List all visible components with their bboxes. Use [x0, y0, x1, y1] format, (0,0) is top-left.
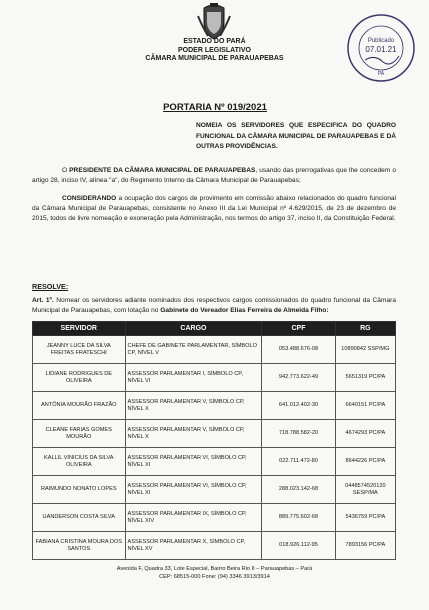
- server-name: UANDERSON COSTA SILVA: [33, 504, 126, 532]
- server-rg: 5651319 PC/PA: [335, 364, 395, 392]
- article-1-paragraph: Art. 1º. Nomear os servidores adiante nominados dos respectivos cargos comissionados do quadro funcional da Câmara Municipal de Parauapebas, com lotação no Gabinete do Vereador Elias Ferreira de Almeida Filho:: [32, 297, 396, 314]
- server-position: ASSESSOR PARLAMENTAR X, SÍMBOLO CP, NÍVEL XV: [125, 532, 262, 560]
- table-row: [33, 476, 396, 504]
- server-rg: 6640151 PC/PA: [335, 392, 395, 420]
- header-chamber: CÂMARA MUNICIPAL DE PARAUAPEBAS: [145, 55, 284, 62]
- server-name: CLEANE FARIAS GOMES MOURÃO: [33, 420, 126, 448]
- svg-text:Publicado: Publicado: [367, 38, 395, 44]
- server-name: FABIANA CRISTINA MOURA DOS SANTOS: [33, 532, 126, 560]
- server-rg: 8644226 PC/PA: [335, 448, 395, 476]
- server-cpf: 022.711.472-80: [262, 448, 335, 476]
- servers-table: [32, 321, 396, 560]
- server-name: ANTÔNIA MOURÃO FRAZÃO: [33, 392, 126, 420]
- resolve-heading: RESOLVE:: [32, 282, 69, 291]
- footer-line: CEP: 68515-000 Fone: (94) 3346 3913/3914: [159, 574, 270, 580]
- server-position: ASSESSOR PARLAMENTAR VI, SÍMBOLO CP, NÍVEL XI: [125, 448, 262, 476]
- server-rg: 5436759 PC/PA: [335, 504, 395, 532]
- server-rg: 0448574520120 SESP/MA: [335, 476, 395, 504]
- coat-of-arms-icon: [196, 2, 232, 42]
- svg-text:PA: PA: [377, 71, 385, 77]
- footer-address: [0, 565, 429, 581]
- server-cpf: 288.023.142-68: [262, 476, 335, 504]
- column-header: SERVIDOR: [33, 322, 126, 336]
- header-branch: PODER LEGISLATIVO: [178, 46, 251, 54]
- server-cpf: 053.488.676-08: [262, 336, 335, 364]
- column-header: CPF: [262, 322, 335, 336]
- server-rg: 4674293 PC/PA: [335, 420, 395, 448]
- server-name: KALLIL VINICIUS DA SILVA OLIVEIRA: [33, 448, 126, 476]
- considering-paragraph: CONSIDERANDO a ocupação dos cargos de provimento em comissão abaixo relacionados do quadro funcional da Câmara Municipal de Parauapebas, consistente no Anexo III da Lei Municipal nº 4.629/2015, de 23 de dezembro de 2015, todos de livre nomeação e exoneração pela Administração, nos termos do artigo 37, inciso II, da Constituição Federal.: [32, 195, 396, 222]
- table-row: [33, 336, 396, 364]
- server-rg: 7893156 PC/PA: [335, 532, 395, 560]
- column-header: RG: [335, 322, 395, 336]
- publication-stamp: [345, 12, 417, 84]
- server-cpf: 718.788.582-20: [262, 420, 335, 448]
- table-row: [33, 448, 396, 476]
- footer-line: Avenida F, Quadra 33, Lote Especial, Bairro Beira Rio II – Parauapebas – Pará: [116, 566, 313, 572]
- server-position: CHEFE DE GABINETE PARLAMENTAR, SÍMBOLO CP, NÍVEL V: [125, 336, 262, 364]
- table-row: [33, 392, 396, 420]
- preamble-paragraph: O PRESIDENTE DA CÂMARA MUNICIPAL DE PARAUAPEBAS, usando das prerrogativas que lhe concedem o artigo 28, inciso IV, alínea "a", do Regimento Interno da Câmara Municipal de Parauapebas;: [32, 167, 396, 184]
- server-name: LIDIANE RODRIGUES DE OLIVEIRA: [33, 364, 126, 392]
- server-name: JEANNY LUCE DA SILVA FREITAS FRATESCHI: [33, 336, 126, 364]
- server-position: ASSESSOR PARLAMENTAR VI, SÍMBOLO CP, NÍVEL XI: [125, 476, 262, 504]
- server-position: ASSESSOR PARLAMENTAR IX, SÍMBOLO CP, NÍVEL XIV: [125, 504, 262, 532]
- server-cpf: 942.773.622-49: [262, 364, 335, 392]
- server-position: ASSESSOR PARLAMENTAR V, SÍMBOLO CP, NÍVEL X: [125, 392, 262, 420]
- summary: NOMEIA OS SERVIDORES QUE ESPECIFICA DO QUADRO FUNCIONAL DA CÂMARA MUNICIPAL DE PARAUAPEBAS E DÁ OUTRAS PROVIDÊNCIAS.: [196, 122, 396, 150]
- server-cpf: 018.926.112-95: [262, 532, 335, 560]
- table-row: [33, 532, 396, 560]
- svg-text:07.01.21: 07.01.21: [365, 45, 397, 54]
- server-name: RAIMUNDO NONATO LOPES: [33, 476, 126, 504]
- server-rg: 10890842 SSP/MG: [335, 336, 395, 364]
- table-row: [33, 364, 396, 392]
- header-state: ESTADO DO PARÁ: [183, 38, 246, 45]
- table-header-row: [33, 322, 396, 336]
- table-row: [33, 504, 396, 532]
- server-cpf: 889.775.602-68: [262, 504, 335, 532]
- column-header: CARGO: [125, 322, 262, 336]
- server-position: ASSESSOR PARLAMENTAR V, SÍMBOLO CP, NÍVEL X: [125, 420, 262, 448]
- server-position: ASSESSOR PARLAMENTAR I, SÍMBOLO CP, NÍVEL VI: [125, 364, 262, 392]
- table-row: [33, 420, 396, 448]
- server-cpf: 641.012.402-30: [262, 392, 335, 420]
- document-title: PORTARIA Nº 019/2021: [163, 102, 267, 113]
